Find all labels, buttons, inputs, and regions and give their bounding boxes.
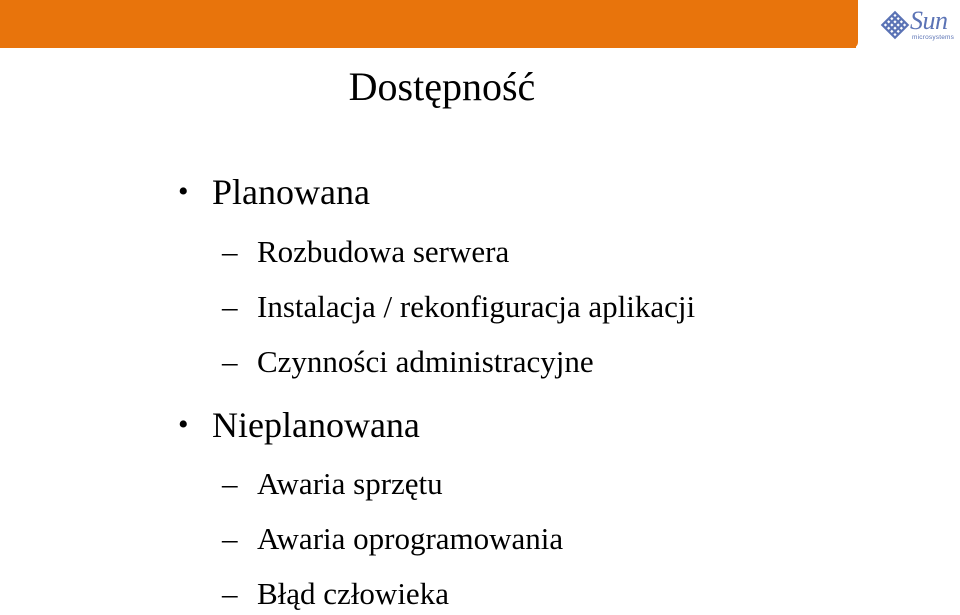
bullet-dot-icon: • xyxy=(178,175,189,208)
slide-title: Dostępność xyxy=(348,64,536,109)
sub-bullet-label: Błąd człowieka xyxy=(257,576,449,611)
logo-subtext: microsystems xyxy=(912,34,955,41)
bullet-dot-icon: • xyxy=(178,408,189,441)
dash-icon: – xyxy=(222,521,238,556)
bullet-label: Planowana xyxy=(212,172,370,212)
dash-icon: – xyxy=(222,344,238,379)
sub-bullet-label: Czynności administracyjne xyxy=(257,344,594,379)
bullet-label: Nieplanowana xyxy=(212,405,420,445)
logo-word: Sun xyxy=(910,6,948,35)
dash-icon: – xyxy=(222,289,238,324)
dash-icon: – xyxy=(222,576,238,611)
sub-bullet-label: Awaria sprzętu xyxy=(257,466,443,501)
sub-bullet-label: Awaria oprogramowania xyxy=(257,521,564,556)
sub-bullet-label: Rozbudowa serwera xyxy=(257,234,510,269)
sub-bullet-label: Instalacja / rekonfiguracja aplikacji xyxy=(257,289,696,324)
dash-icon: – xyxy=(222,466,238,501)
dash-icon: – xyxy=(222,234,238,269)
